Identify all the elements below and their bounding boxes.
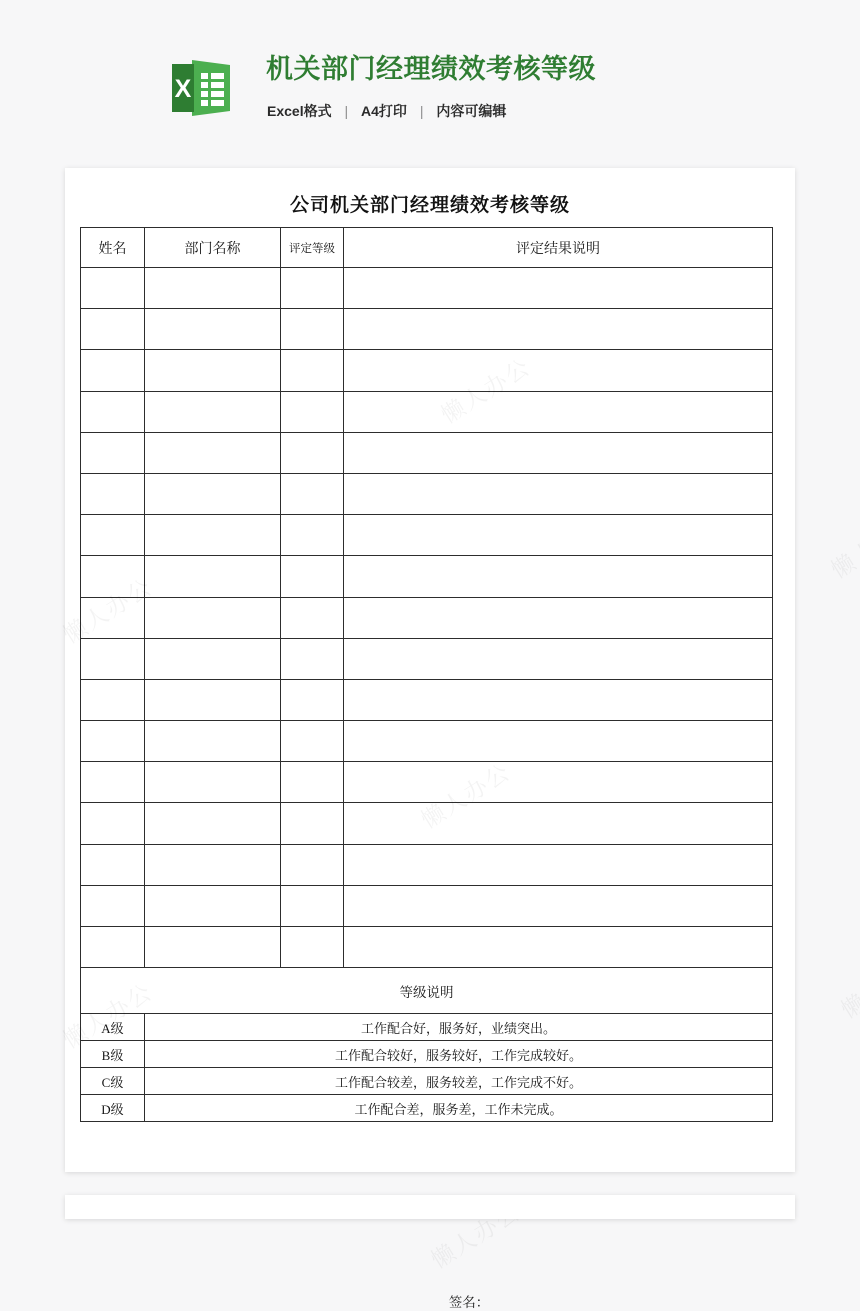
table-cell-department[interactable]: [145, 721, 281, 762]
column-header-description: 评定结果说明: [344, 228, 773, 268]
table-cell-name[interactable]: [81, 679, 145, 720]
table-row[interactable]: [81, 803, 773, 844]
signature-line: [65, 1291, 795, 1311]
table-cell-department[interactable]: [145, 885, 281, 926]
table-cell-name[interactable]: [81, 556, 145, 597]
document-page-1: [65, 168, 795, 1310]
table-cell-description[interactable]: [344, 350, 773, 391]
column-header-grade: 评定等级: [281, 228, 344, 268]
table-cell-grade[interactable]: [281, 350, 344, 391]
legend-grade-description: 工作配合差，服务差，工作未完成。: [145, 1095, 773, 1122]
table-cell-department[interactable]: [145, 391, 281, 432]
table-cell-description[interactable]: [344, 927, 773, 968]
table-header-row: [81, 228, 773, 268]
table-cell-description[interactable]: [344, 473, 773, 514]
table-cell-description[interactable]: [344, 844, 773, 885]
banner-meta-format: Excel格式: [267, 103, 332, 119]
table-cell-department[interactable]: [145, 638, 281, 679]
table-cell-department[interactable]: [145, 432, 281, 473]
table-cell-name[interactable]: [81, 473, 145, 514]
table-cell-description[interactable]: [344, 309, 773, 350]
table-cell-department[interactable]: [145, 473, 281, 514]
table-row[interactable]: [81, 721, 773, 762]
table-cell-name[interactable]: [81, 762, 145, 803]
table-cell-grade[interactable]: [281, 927, 344, 968]
table-cell-description[interactable]: [344, 391, 773, 432]
table-cell-grade[interactable]: [281, 473, 344, 514]
table-cell-description[interactable]: [344, 885, 773, 926]
table-cell-description[interactable]: [344, 803, 773, 844]
table-cell-name[interactable]: [81, 803, 145, 844]
table-cell-department[interactable]: [145, 679, 281, 720]
table-cell-description[interactable]: [344, 762, 773, 803]
table-cell-name[interactable]: [81, 885, 145, 926]
table-cell-grade[interactable]: [281, 268, 344, 309]
legend-grade-description: 工作配合好，服务好，业绩突出。: [145, 1014, 773, 1041]
table-row[interactable]: [81, 927, 773, 968]
document-page-2: [65, 1195, 795, 1219]
column-header-department: 部门名称: [145, 228, 281, 268]
table-cell-grade[interactable]: [281, 638, 344, 679]
table-cell-department[interactable]: [145, 556, 281, 597]
banner-meta-separator-2: |: [419, 103, 424, 119]
table-cell-name[interactable]: [81, 597, 145, 638]
table-cell-description[interactable]: [344, 268, 773, 309]
banner-meta: [267, 104, 506, 118]
table-cell-department[interactable]: [145, 268, 281, 309]
table-cell-department[interactable]: [145, 350, 281, 391]
table-cell-grade[interactable]: [281, 432, 344, 473]
table-cell-department[interactable]: [145, 803, 281, 844]
table-row[interactable]: [81, 762, 773, 803]
banner-meta-print: A4打印: [361, 103, 407, 119]
watermark: [824, 504, 860, 585]
signature-label: 签名：: [448, 1295, 490, 1310]
legend-header-label: 等级说明: [81, 968, 773, 1014]
table-cell-grade[interactable]: [281, 391, 344, 432]
table-cell-name[interactable]: [81, 638, 145, 679]
table-cell-grade[interactable]: [281, 309, 344, 350]
legend-row: [81, 1095, 773, 1122]
legend-grade-label: B级: [81, 1041, 145, 1068]
table-cell-name[interactable]: [81, 309, 145, 350]
table-cell-description[interactable]: [344, 597, 773, 638]
banner-title: 机关部门经理绩效考核等级: [266, 54, 596, 84]
table-cell-grade[interactable]: [281, 721, 344, 762]
table-cell-name[interactable]: [81, 391, 145, 432]
svg-text:X: X: [174, 75, 192, 103]
table-cell-name[interactable]: [81, 721, 145, 762]
table-cell-description[interactable]: [344, 638, 773, 679]
table-cell-description[interactable]: [344, 515, 773, 556]
legend-grade-description: 工作配合较差，服务较差，工作完成不好。: [145, 1068, 773, 1095]
table-cell-name[interactable]: [81, 350, 145, 391]
table-cell-grade[interactable]: [281, 803, 344, 844]
table-cell-department[interactable]: [145, 597, 281, 638]
table-cell-name[interactable]: [81, 927, 145, 968]
legend-grade-label: C级: [81, 1068, 145, 1095]
table-row[interactable]: [81, 391, 773, 432]
watermark: [834, 944, 860, 1025]
banner-meta-editable: 内容可编辑: [436, 103, 507, 119]
banner-meta-separator-1: |: [344, 103, 349, 119]
table-row[interactable]: [81, 679, 773, 720]
appraisal-table-body: [81, 228, 773, 1122]
table-cell-description[interactable]: [344, 721, 773, 762]
column-header-name: 姓名: [81, 228, 145, 268]
legend-grade-label: D级: [81, 1095, 145, 1122]
table-cell-grade[interactable]: [281, 885, 344, 926]
legend-grade-label: A级: [81, 1014, 145, 1041]
legend-grade-description: 工作配合较好，服务较好，工作完成较好。: [145, 1041, 773, 1068]
table-row[interactable]: [81, 515, 773, 556]
excel-file-icon: [172, 60, 230, 116]
table-row[interactable]: [81, 268, 773, 309]
table-cell-department[interactable]: [145, 762, 281, 803]
table-cell-grade[interactable]: [281, 679, 344, 720]
table-cell-department[interactable]: [145, 927, 281, 968]
table-cell-department[interactable]: [145, 844, 281, 885]
table-cell-name[interactable]: [81, 432, 145, 473]
table-cell-grade[interactable]: [281, 597, 344, 638]
table-row[interactable]: [81, 885, 773, 926]
table-cell-name[interactable]: [81, 268, 145, 309]
table-row[interactable]: [81, 309, 773, 350]
appraisal-table: [80, 227, 773, 1122]
table-cell-grade[interactable]: [281, 844, 344, 885]
table-row[interactable]: [81, 844, 773, 885]
table-cell-description[interactable]: [344, 432, 773, 473]
document-title: 公司机关部门经理绩效考核等级: [289, 195, 570, 216]
legend-header-row: [81, 968, 773, 1014]
table-row[interactable]: [81, 473, 773, 514]
table-cell-name[interactable]: [81, 515, 145, 556]
page-header-banner: [0, 0, 860, 168]
table-cell-department[interactable]: [145, 515, 281, 556]
table-row[interactable]: [81, 597, 773, 638]
table-cell-grade[interactable]: [281, 515, 344, 556]
legend-row: [81, 1068, 773, 1095]
table-cell-grade[interactable]: [281, 762, 344, 803]
table-row[interactable]: [81, 432, 773, 473]
table-cell-description[interactable]: [344, 679, 773, 720]
legend-row: [81, 1041, 773, 1068]
table-row[interactable]: [81, 638, 773, 679]
table-cell-description[interactable]: [344, 556, 773, 597]
table-cell-name[interactable]: [81, 844, 145, 885]
table-row[interactable]: [81, 350, 773, 391]
table-cell-department[interactable]: [145, 309, 281, 350]
table-cell-grade[interactable]: [281, 556, 344, 597]
legend-row: [81, 1014, 773, 1041]
table-row[interactable]: [81, 556, 773, 597]
